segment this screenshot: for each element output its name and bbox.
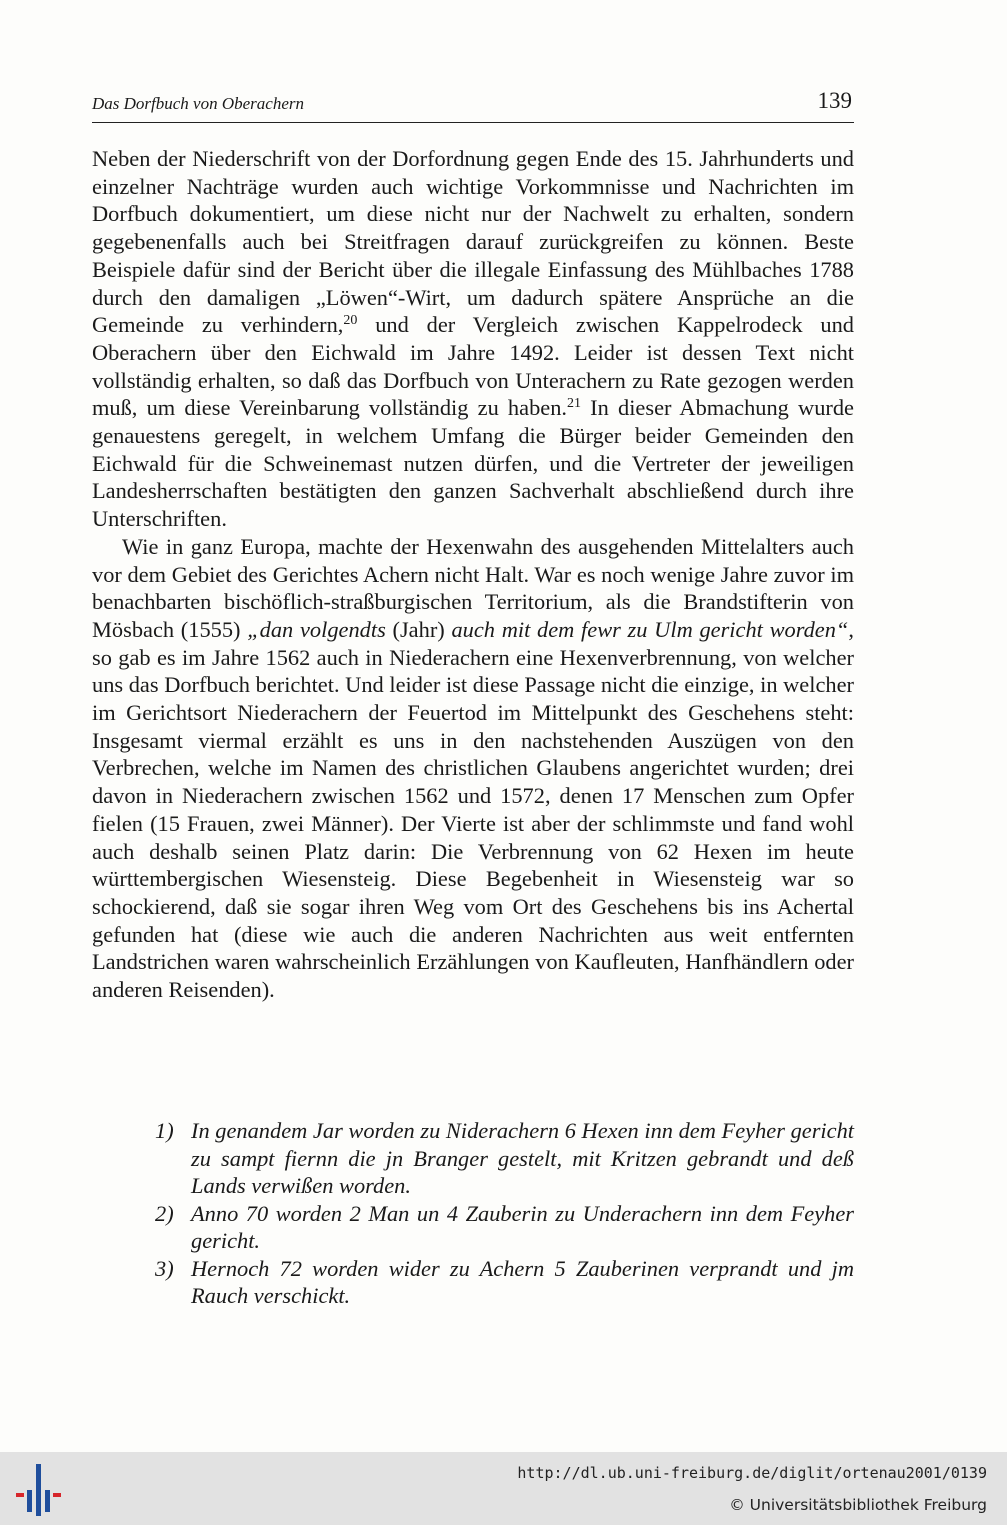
list-item: [155, 1255, 854, 1310]
list-text: In genandem Jar worden zu Niderachern 6 Hexen inn dem Feyher gericht zu sampt fiernn die jn Branger gestelt, mit Kritzen gebrandt und deß Lands verwißen worden.: [191, 1118, 854, 1198]
footer-bar: [0, 1452, 1007, 1525]
paragraph-1-text-a: Neben der Niederschrift von der Dorfordnung gegen Ende des 15. Jahrhunderts und einzelner Nachträge wurden auch wichtige Vorkommnisse und Nachrichten im Dorfbuch dokumentiert, um diese nicht nur der Nachwelt zu erhalten, sondern gegebenenfalls auch bei Streitfragen darauf zurückgreifen zu können. Beste Beispiele dafür sind der Bericht über die illegale Einfassung des Mühlbaches 1788 durch den damaligen „Löwen“-Wirt, um dadurch spätere Ansprüche an die Gemeinde zu verhindern,: [92, 146, 854, 338]
paragraph-2-text-b: (Jahr): [385, 616, 452, 642]
list-number: 3): [155, 1255, 174, 1281]
list-text: Anno 70 worden 2 Man un 4 Zauberin zu Underachern inn dem Feyher gericht.: [191, 1200, 854, 1253]
page-number: 139: [817, 88, 852, 113]
paragraph-2-text-a: Wie in ganz Europa, machte der Hexenwahn des ausgehenden Mittelalters auch vor dem Gebiet des Gerichtes Achern nicht Halt. War es noch wenige Jahre zuvor im benachbarten bischöflich-straßburgischen Territorium, als die Brandstifterin von Mösbach (1555): [92, 533, 854, 642]
list-number: 1): [155, 1118, 174, 1143]
running-title: Das Dorfbuch von Oberachern: [92, 94, 304, 113]
footnote-ref-20[interactable]: 20: [343, 313, 358, 329]
quote-1: „dan volgendts: [247, 616, 386, 642]
paragraph-1-text-c: In dieser Abmachung wurde genauestens geregelt, in welchem Umfang die Bürger beider Gemeinden den Eichwald für die Schweinemast nutzen dürfen, und die Vertreter der jeweiligen Landesherrschaften bestätigten den ganzen Sachverhalt abschließend durch ihre Unterschriften.: [92, 395, 854, 532]
running-header: [92, 88, 854, 123]
paragraph-1: [92, 145, 854, 533]
list-item: [155, 1117, 854, 1200]
footnote-ref-21[interactable]: 21: [567, 396, 581, 412]
body-text: [92, 145, 854, 1004]
library-logo-icon[interactable]: [14, 1462, 64, 1518]
list-number: 2): [155, 1200, 174, 1226]
list-text: Hernoch 72 worden wider zu Achern 5 Zauberinen verprandt und jm Rauch verschickt.: [191, 1255, 854, 1308]
permalink-url[interactable]: http://dl.ub.uni-freiburg.de/diglit/ortenau2001/0139: [517, 1464, 987, 1482]
quote-2: auch mit dem fewr zu Ulm gericht worden“: [451, 616, 849, 642]
paragraph-2: [92, 533, 854, 1004]
paragraph-1-text-b: und der Vergleich zwischen Kappelrodeck und Oberachern über den Eichwald im Jahre 1492. Leider ist dessen Text nicht vollständig erhalten, so daß das Dorfbuch von Unterachern zu Rate gezogen werden muß, um diese Vereinbarung vollständig zu haben.: [92, 312, 854, 421]
list-item: [155, 1200, 854, 1255]
excerpt-list: [155, 1117, 854, 1310]
copyright-notice: © Universitätsbibliothek Freiburg: [729, 1496, 987, 1514]
paragraph-2-text-c: , so gab es im Jahre 1562 auch in Niederachern eine Hexenverbrennung, von welcher uns das Dorfbuch berichtet. Und leider ist diese Passage nicht die einzige, in welcher im Gerichtsort Niederachern der Feuertod im Mittelpunkt des Geschehens steht: Insgesamt viermal erzählt es uns in den nachstehenden Auszügen von den Verbrechen, welche im Namen des christlichen Glaubens angerichtet wurden; drei davon in Niederachern zwischen 1562 und 1572, denen 17 Menschen zum Opfer fielen (15 Frauen, zwei Männer). Der Vierte ist aber der schlimmste und fand wohl auch deshalb seinen Platz darin: Die Verbrennung von 62 Hexen im heute württembergischen Wiesensteig. Diese Begebenheit in Wiesensteig war so schockierend, daß sie sogar ihren Weg vom Ort des Geschehens bis ins Achertal gefunden hat (diese wie auch die anderen Nachrichten aus weit entfernten Landstrichen waren wahrscheinlich Erzählungen von Kaufleuten, Hanfhändlern oder anderen Reisenden).: [92, 616, 854, 1003]
